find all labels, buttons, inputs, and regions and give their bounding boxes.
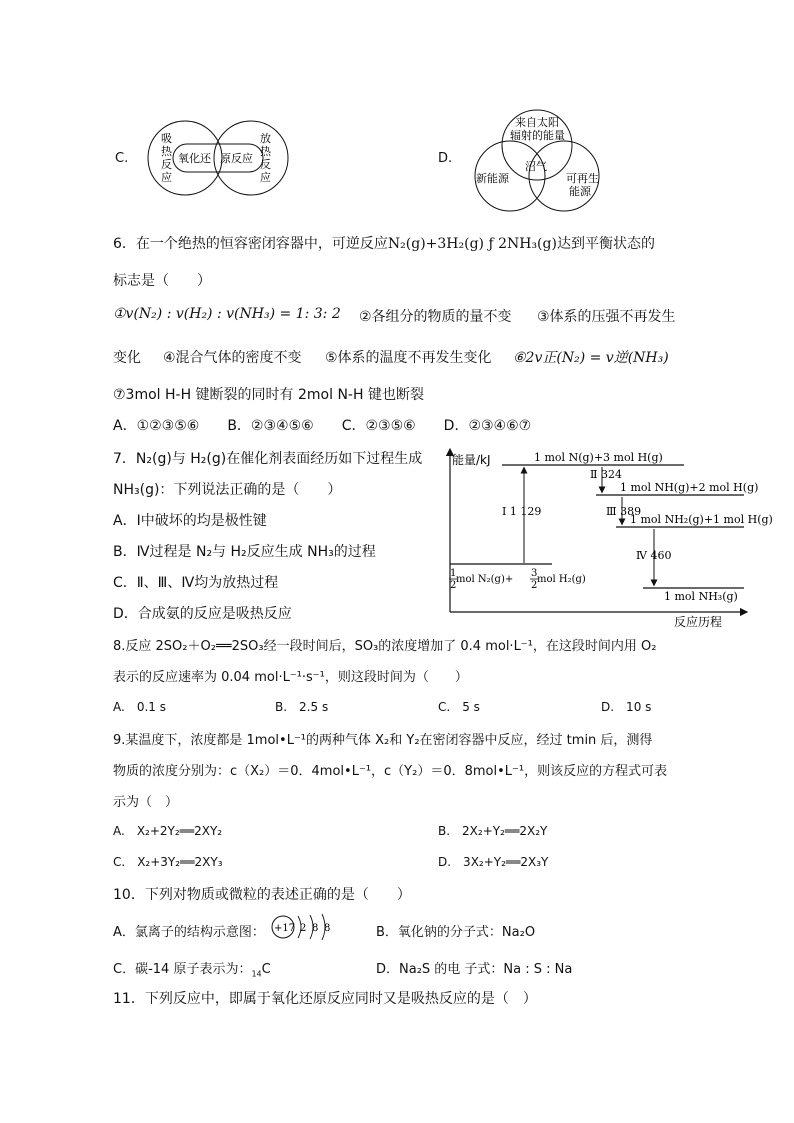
q6-item3-cont: 变化 <box>113 350 141 366</box>
x-axis-label: 反应历程 <box>674 615 723 629</box>
diagram-d-center: 沼气 <box>525 160 547 173</box>
step-1-label: Ⅰ 1 129 <box>502 505 542 518</box>
q9-line3: 示为（ ） <box>113 795 179 810</box>
diagram-c-right-4: 应 <box>260 171 271 184</box>
nucleus-charge: +17 <box>274 923 296 934</box>
q8-line1: 8.反应 2SO₂＋O₂══2SO₃经一段时间后，SO₃的浓度增加了 0.4 mol·L⁻¹，在这段时间内用 O₂ <box>113 639 657 654</box>
chloride-ion-structure-diagram <box>270 910 340 944</box>
q6-item7: ⑦3mol H-H 键断裂的同时有 2mol N-H 键也断裂 <box>113 387 424 403</box>
q9-option-d: D. 3X₂+Y₂══2X₃Y <box>438 855 549 869</box>
q9-option-a: A. X₂+2Y₂══2XY₂ <box>113 824 223 838</box>
q6-options: A．①②③⑤⑥ B．②③④⑤⑥ C．②③⑤⑥ D．②③④⑥⑦ <box>113 418 532 434</box>
q10-line1: 10．下列对物质或微粒的表述正确的是（ ） <box>113 887 411 903</box>
diagram-d-top-1: 来自太阳 <box>515 116 559 129</box>
diagram-d-top-2: 辐射的能量 <box>510 129 565 142</box>
q8-option-a: A. 0.1 s <box>113 700 166 714</box>
level-4-label: 1 mol NH₃(g) <box>664 590 738 603</box>
base-frac1-den: 2 <box>450 580 457 591</box>
diagram-c-left-3: 反 <box>161 158 172 171</box>
diagram-c-left-4: 应 <box>161 171 172 184</box>
q10-element-symbol: C <box>261 962 271 977</box>
q7-line1: 7．N₂(g)与 H₂(g)在催化剂表面经历如下过程生成 <box>113 451 423 467</box>
q10-option-c-text: C．碳-14 原子表示为： <box>113 962 252 977</box>
shell-1: 2 <box>300 923 307 934</box>
diagram-d-right-2: 能源 <box>569 185 591 198</box>
q6-item2: ②各组分的物质的量不变 <box>359 309 512 325</box>
diagram-d-left: 新能源 <box>476 172 509 185</box>
level-3-label: 1 mol NH₂(g)+1 mol H(g) <box>630 513 773 526</box>
q11-line1: 11．下列反应中，即属于氧化还原反应同时又是吸热反应的是（ ） <box>113 991 537 1007</box>
level-2-label: 1 mol NH(g)+2 mol H(g) <box>620 481 759 494</box>
q7-option-a: A．Ⅰ中破坏的均是极性键 <box>113 513 267 529</box>
diagram-c-inner-left: 氧化还 <box>178 152 211 165</box>
q6-stem-end: 达到平衡状态的 <box>556 236 655 252</box>
y-axis-label: 能量/kJ <box>452 453 491 467</box>
step-4-label: Ⅳ 460 <box>636 549 672 562</box>
diagram-c-left-1: 吸 <box>161 132 172 145</box>
diagram-d-right-1: 可再生 <box>566 172 599 185</box>
q8-option-d: D. 10 s <box>601 700 652 714</box>
q8-option-b: B. 2.5 s <box>275 700 329 714</box>
q6-equation: N₂(g)+3H₂(g) ƒ 2NH₃(g) <box>387 236 557 252</box>
base-label-end: mol H₂(g) <box>537 574 586 585</box>
step-2-label: Ⅱ 324 <box>590 468 622 481</box>
q10-option-b: B．氧化钠的分子式：Na₂O <box>376 925 536 940</box>
shell-3: 8 <box>324 923 331 934</box>
q10-mass-number: 14 <box>251 969 262 979</box>
q6-item3: ③体系的压强不再发生 <box>537 309 676 325</box>
q10-option-a: A．氯离子的结构示意图： <box>113 925 265 940</box>
diagram-c-right-1: 放 <box>260 132 271 145</box>
option-d-label: D. <box>438 151 453 166</box>
q6-stem: 6．在一个绝热的恒容密闭容器中，可逆反应 <box>113 236 388 252</box>
q6-item1 <box>113 306 341 322</box>
shell-2: 8 <box>312 923 319 934</box>
diagram-c-right-2: 热 <box>260 145 271 158</box>
q7-option-b: B．Ⅳ过程是 N₂与 H₂反应生成 NH₃的过程 <box>113 544 376 560</box>
q7-option-d: D．合成氨的反应是吸热反应 <box>113 606 292 622</box>
q9-line2: 物质的浓度分别为：c（X₂）＝0．4mol•L⁻¹，c（Y₂）＝0．8mol•L⁻¹，则该反应的方程式可表 <box>113 764 668 779</box>
q6-item6: ⑥2v正(N₂) = v逆(NH₃) <box>513 350 669 366</box>
q6-line1 <box>113 233 655 253</box>
diagram-c-inner-right: 原反应 <box>220 152 253 165</box>
base-frac2-num: 3 <box>531 568 538 579</box>
q7-option-c: C．Ⅱ、Ⅲ、Ⅳ均为放热过程 <box>113 575 279 591</box>
q6-item4: ④混合气体的密度不变 <box>163 350 302 366</box>
q9-option-b: B. 2X₂+Y₂══2X₂Y <box>438 824 548 838</box>
option-c-label: C. <box>115 151 129 166</box>
q7-line2: NH₃(g)：下列说法正确的是（ ） <box>113 482 342 498</box>
venn-diagram-c <box>148 118 288 198</box>
q6-line2: 标志是（ ） <box>113 273 211 289</box>
base-frac1-num: 1 <box>450 568 457 579</box>
base-label-mid: mol N₂(g)+ <box>456 574 514 585</box>
step-3-label: Ⅲ 389 <box>606 505 642 518</box>
q6-statement-1: ①v(N₂) : v(H₂) : v(NH₃) = 1: 3: 2 <box>113 306 341 322</box>
q6-item5: ⑤体系的温度不再发生变化 <box>325 350 492 366</box>
energy-diagram <box>438 446 773 631</box>
q10-option-c <box>113 958 271 979</box>
q9-option-c: C. X₂+3Y₂══2XY₃ <box>113 855 223 869</box>
venn-diagram-d <box>470 108 605 216</box>
q9-line1: 9.某温度下，浓度都是 1mol•L⁻¹的两种气体 X₂和 Y₂在密闭容器中反应，经过 tmin 后，测得 <box>113 733 653 748</box>
q10-option-d: D．Na₂S 的电 子式：Na : S : Na <box>376 962 573 977</box>
diagram-c-left-2: 热 <box>161 145 172 158</box>
diagram-c-right-3: 反 <box>260 158 271 171</box>
q8-option-c: C. 5 s <box>438 700 480 714</box>
level-1-label: 1 mol N(g)+3 mol H(g) <box>534 451 663 464</box>
q8-line2: 表示的反应速率为 0.04 mol·L⁻¹·s⁻¹，则这段时间为（ ） <box>113 670 468 685</box>
base-frac2-den: 2 <box>531 580 538 591</box>
